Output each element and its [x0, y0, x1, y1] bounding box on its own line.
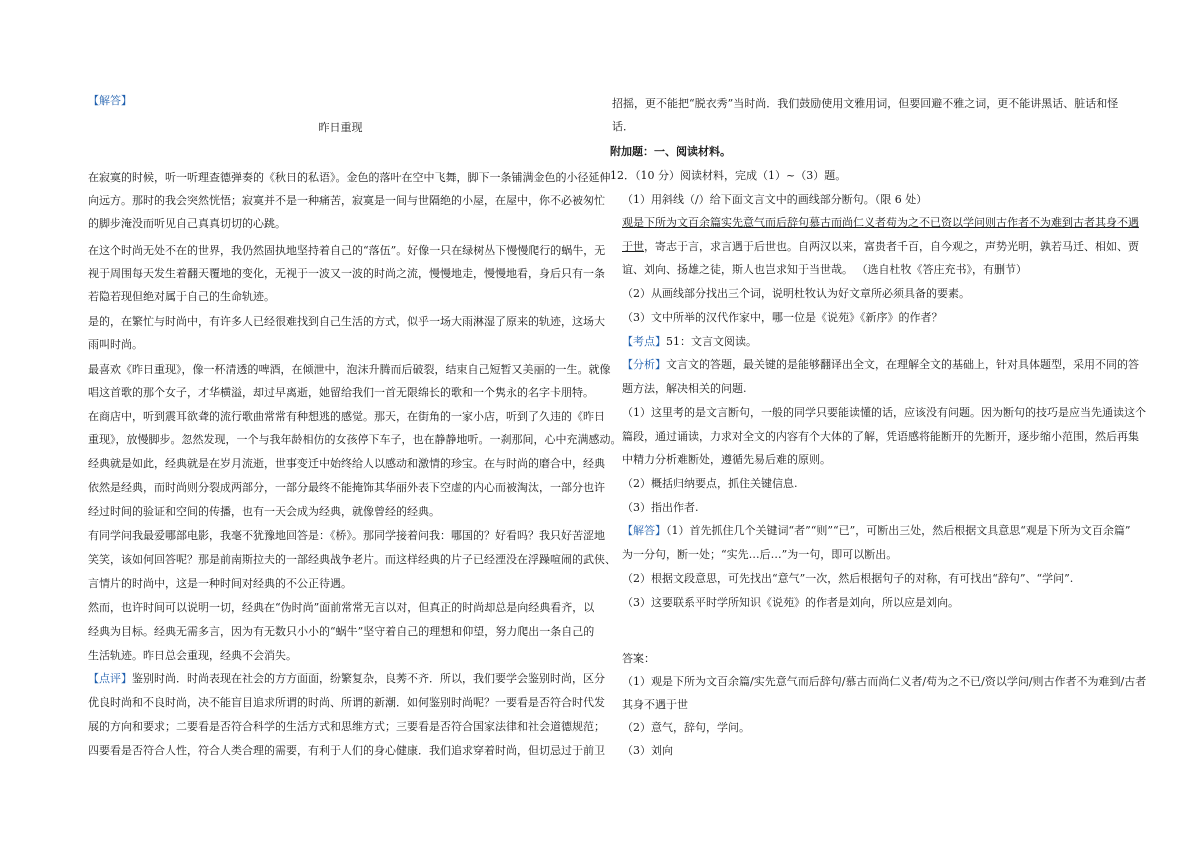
comment-line: 优良时尚和不良时尚，决不能盲目追求所谓的时尚、所谓的新潮．如何鉴别时尚呢？一要看是否符合时代发 — [88, 696, 605, 709]
essay-line: 在商店中，听到震耳欲聋的流行歌曲常常有种想逃的感觉。那天，在街角的一家小店，听到了久违的《昨日 — [88, 410, 605, 423]
passage-underlined: 观是下所为文百余篇实先意气而后辞句慕古而尚仁义者苟为之不已资以学问则古作者不为难到古者其身不遇 — [622, 216, 1139, 229]
essay-line: 经典就是如此，经典就是在岁月流逝，世事变迁中始终给人以感动和激情的珍宝。在与时尚的磨合中，经典 — [88, 457, 605, 470]
fenxi-line: 【分析】文言文的答题，最关键的是能够翻译出全文，在理解全文的基础上，针对具体题型，采用不同的答 — [622, 358, 1139, 371]
essay-line: 雨叫时尚。 — [88, 338, 143, 351]
continued-line: 话． — [612, 120, 634, 133]
jieda-tag: 【解答】 — [622, 524, 666, 537]
essay-line: 重现》，放慢脚步。忽然发现，一个与我年龄相仿的女孩停下车子，也在静静地听。一刹那间，心中充满感动。 — [88, 433, 622, 446]
answer-line: 其身不遇于世 — [622, 698, 688, 711]
analysis-line: （3）指出作者. — [622, 501, 699, 514]
answer-line: （2）意气，辞句，学问。 — [622, 721, 750, 734]
comment-line: 四要看是否符合人性，符合人类合理的需要，有利于人们的身心健康．我们追求穿着时尚，但切忌过于前卫 — [88, 744, 605, 757]
essay-line: 最喜欢《昨日重现》，像一杯清透的啤酒，在倾泄中，泡沫升腾而后破裂，结束自己短暂又美丽的一生。就像 — [88, 363, 611, 376]
essay-line: 经典为目标。经典无需多言，因为有无数只小小的“蜗牛”坚守着自己的理想和仰望，努力爬出一条自己的 — [88, 625, 595, 638]
essay-line: 在寂寞的时候，听一听理查德弹奏的《秋日的私语》。金色的落叶在空中飞舞，脚下一条铺满金色的小径延伸 — [88, 171, 611, 184]
essay-line: 若隐若现但绝对属于自己的生命轨迹。 — [88, 290, 275, 303]
answer-line: （3）刘向 — [622, 744, 673, 757]
passage-line: 于世，寄志于言，求言遇于后世也。自两汉以来，富贵者千百，自今观之，声势光明，孰若马迁、相如、贾 — [622, 240, 1139, 253]
kaodian-tag: 【考点】 — [622, 335, 666, 348]
answer-label: 答案： — [622, 652, 655, 665]
essay-title: 昨日重现 — [318, 121, 363, 134]
essay-line: 是的，在繁忙与时尚中，有许多人已经很难找到自己生活的方式，似乎一场大雨淋湿了原来的轨迹，这场大 — [88, 315, 605, 328]
essay-line: 有同学问我最爱哪部电影，我毫不犹豫地回答是：《桥》。那同学接着问我：哪国的？好看吗？我只好苦涩地 — [88, 529, 605, 542]
essay-line: 生活轨迹。昨日总会重现，经典不会消失。 — [88, 649, 297, 662]
fenxi-line: 题方法，解决相关的问题. — [622, 382, 747, 395]
analysis-line: （2）概括归纳要点，抓住关键信息. — [622, 477, 798, 490]
essay-line: 的脚步淹没而听见自己真真切切的心跳。 — [88, 217, 286, 230]
essay-line: 然而，也许时间可以说明一切，经典在“伪时尚”面前常常无言以对，但真正的时尚却总是向经典看齐，以 — [88, 601, 595, 614]
jieda-line: 【解答】（1）首先抓住几个关键词“者”“则”“已”，可断出三处，然后根据文具意思“观是下所为文百余篇” — [622, 524, 1131, 537]
answer-line: （1）观是下所为文百余篇/实先意气而后辞句/慕古而尚仁义者/苟为之不已/资以学问/则古作者不为难到/古者 — [622, 675, 1147, 688]
essay-line: 向远方。那时的我会突然恍悟；寂寞并不是一种痛苦，寂寞是一间与世隔绝的小屋，在屋中，你不必被匆忙 — [88, 194, 605, 207]
analysis-line: （1）这里考的是文言断句，一般的同学只要能读懂的话，应该没有问题。因为断句的技巧是应当先通读这个 — [622, 406, 1146, 419]
essay-line: 依然是经典，而时尚则分裂成两部分，一部分最终不能掩饰其华丽外表下空虚的内心而被淘汰，一部分也许 — [88, 481, 605, 494]
answer-tag: 【解答】 — [88, 94, 132, 107]
passage-line: 谊、刘向、扬雄之徒，斯人也岂求知于当世哉。 （选自杜牧《答庄充书》，有删节） — [622, 263, 1027, 276]
essay-line: 言情片的时尚中，这是一种时间对经典的不公正待遇。 — [88, 577, 352, 590]
comment-tag: 【点评】 — [88, 672, 132, 685]
analysis-line: 中精力分析难断处，遵循先易后难的原则。 — [622, 453, 831, 466]
jieda-line: 为一分句，断一处；“实先…后…”为一句，即可以断出。 — [622, 548, 898, 561]
comment-line: 展的方向和要求；二要看是否符合科学的生活方式和思维方式；三要看是否符合国家法律和社会道德规范； — [88, 720, 605, 733]
jieda-line: （2）根据文段意思，可先找出“意气”一次，然后根据句子的对称，有可找出“辞句”、“学问”. — [622, 572, 1074, 585]
essay-line: 在这个时尚无处不在的世界，我仍然固执地坚持着自己的“落伍”。好像一只在绿树丛下慢慢爬行的蜗牛，无 — [88, 244, 606, 257]
kaodian-line: 【考点】51：文言文阅读。 — [622, 335, 757, 348]
question-12: 12．（10 分）阅读材料，完成（1）~（3）题。 — [610, 169, 847, 182]
essay-line: 经过时间的验证和空间的传播，也有一天会成为经典，就像曾经的经典。 — [88, 505, 440, 518]
fenxi-tag: 【分析】 — [622, 358, 666, 371]
sub-question-3: （3）文中所举的汉代作家中，哪一位是《说苑》《新序》的作者？ — [622, 311, 943, 324]
essay-line: 笑笑，该如何回答呢？那是前南斯拉夫的一部经典战争老片。而这样经典的片子已经湮没在浮躁喧闹的武侠、 — [88, 553, 616, 566]
continued-line: 招摇，更不能把“脱衣秀”当时尚．我们鼓励使用文雅用词，但要回避不雅之词，更不能讲黑话、脏话和怪 — [612, 97, 1119, 110]
sub-question-1: （1）用斜线（/）给下面文言文中的画线部分断句。（限 6 处） — [622, 193, 928, 206]
sub-question-2: （2）从画线部分找出三个词，说明杜牧认为好文章所必须具备的要素。 — [622, 287, 970, 300]
section-title: 附加题：一、阅读材料。 — [610, 145, 731, 158]
essay-line: 唱这首歌的那个女子，才华横溢，却过早离逝，她留给我们一首无限绵长的歌和一个隽永的名字卡朋特。 — [88, 386, 594, 399]
analysis-line: 篇段，通过诵读，力求对全文的内容有个大体的了解，凭语感将能断开的先断开，逐步缩小范围，然后再集 — [622, 430, 1139, 443]
comment-line: 【点评】鉴别时尚．时尚表现在社会的方方面面，纷繁复杂，良莠不齐．所以，我们要学会鉴别时尚，区分 — [88, 672, 605, 685]
jieda-line: （3）这要联系平时学所知识《说苑》的作者是刘向，所以应是刘向。 — [622, 596, 959, 609]
essay-line: 视于周围每天发生着翻天覆地的变化，无视于一波又一波的时尚之流，慢慢地走，慢慢地看，身后只有一条 — [88, 267, 605, 280]
